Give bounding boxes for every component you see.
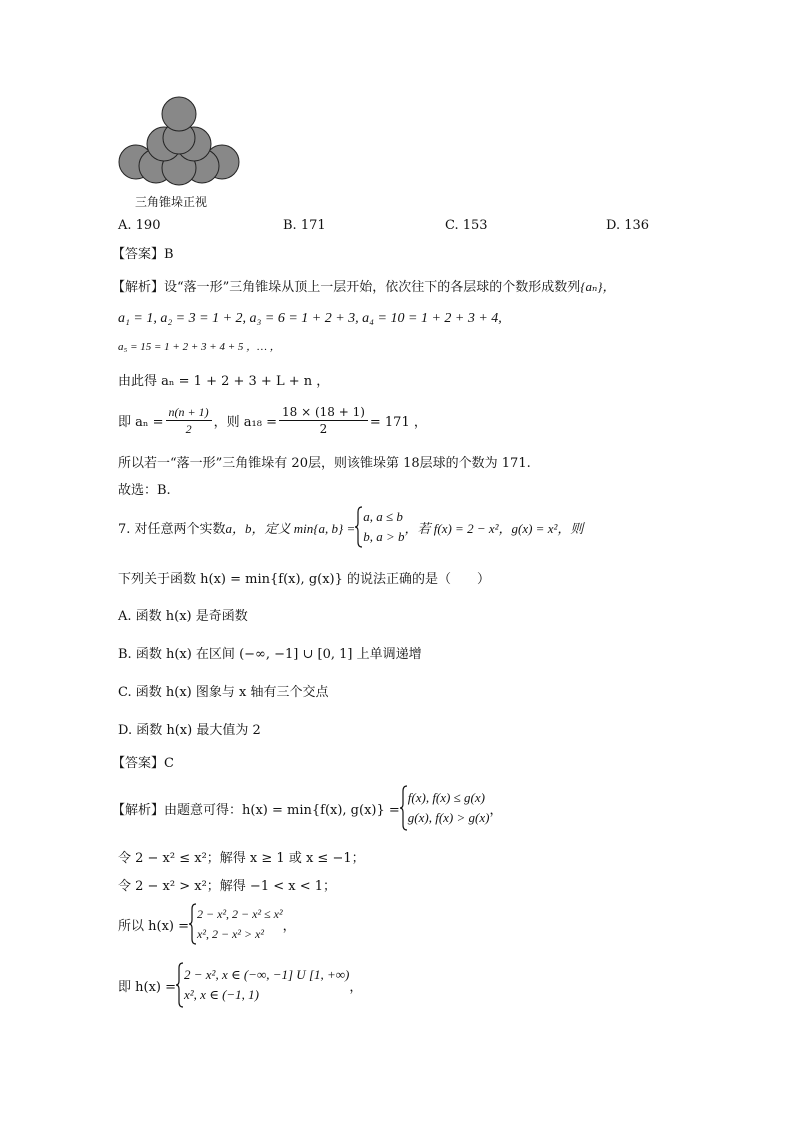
option-c: C. 153 — [445, 218, 488, 233]
q7-option-c: C. 函数 h(x) 图象与 x 轴有三个交点 — [118, 685, 329, 700]
ball-group — [119, 97, 239, 185]
left-brace-icon — [176, 962, 184, 1008]
q7-option-d: D. 函数 h(x) 最大值为 2 — [118, 723, 261, 738]
answer-q6: 【答案】B — [112, 247, 174, 262]
ball-pile-figure — [118, 94, 240, 186]
q7-stem-line2: 下列关于函数 h(x) = min{f(x), g(x)} 的说法正确的是（ ） — [118, 572, 491, 587]
q7-option-b: B. 函数 h(x) 在区间 (−∞, −1] ∪ [0, 1] 上单调递增 — [118, 647, 422, 662]
left-brace-icon — [355, 506, 363, 548]
analysis-q6-intro: 【解析】设“落一形”三角锥垛从顶上一层开始，依次往下的各层球的个数形成数列{aₙ}， — [112, 279, 616, 295]
q7-option-a: A. 函数 h(x) 是奇函数 — [118, 609, 248, 624]
analysis-q7-line-b: 令 2 − x² > x²；解得 −1 < x < 1； — [118, 879, 337, 894]
analysis-q6-line6: 故选：B. — [118, 483, 171, 498]
analysis-q6-line1: a₁ = 1, a₂ = 3 = 1 + 2, a₃ = 6 = 1 + 2 + 3, a₄ = 10 = 1 + 2 + 3 + 4, — [118, 311, 502, 326]
left-brace-icon — [189, 903, 197, 945]
option-d: D. 136 — [606, 218, 650, 233]
left-brace-icon — [400, 785, 408, 831]
analysis-q7-line-c: 所以 h(x) = 2 − x², 2 − x² ≤ x² x², 2 − x² > x² ， — [118, 903, 296, 945]
answer-q7: 【答案】C — [112, 756, 174, 771]
option-b: B. 171 — [283, 218, 326, 233]
q7-stem: 7. 对任意两个实数 a，b，定义 min{a, b} = a, a ≤ b b, a > b ，若 f(x) = 2 − x²，g(x) = x²，则 — [118, 506, 583, 548]
analysis-q6-line2: a₅ = 15 = 1 + 2 + 3 + 4 + 5 ，… ， — [118, 341, 281, 353]
analysis-q6-line4: 即 aₙ = $\frac{n(n + 1)}{2}$ ，则 a₁₈ = $\frac{18 \times (18 + 1)}{2}$ = 171 ， — [118, 405, 427, 436]
analysis-q7-line-d: 即 h(x) = 2 − x², x ∈ (−∞, −1] U [1, +∞) x², x ∈ (−1, 1) ， — [118, 962, 362, 1008]
ball — [162, 97, 196, 131]
figure-caption: 三角锥垛正视 — [135, 195, 208, 209]
option-a: A. 190 — [118, 218, 161, 233]
analysis-q7-line-a: 令 2 − x² ≤ x²；解得 x ≥ 1 或 x ≤ −1； — [118, 851, 365, 866]
analysis-q6-line3: 由此得 aₙ = 1 + 2 + 3 + L + n ， — [118, 374, 330, 389]
analysis-q6-line5: 所以若一“落一形”三角锥垛有 20层，则该锥垛第 18层球的个数为 171. — [118, 456, 531, 471]
analysis-q7-main: 【解析】由题意可得：h(x) = min{f(x), g(x)} = f(x), f(x) ≤ g(x) g(x), f(x) > g(x) ， — [112, 785, 502, 831]
